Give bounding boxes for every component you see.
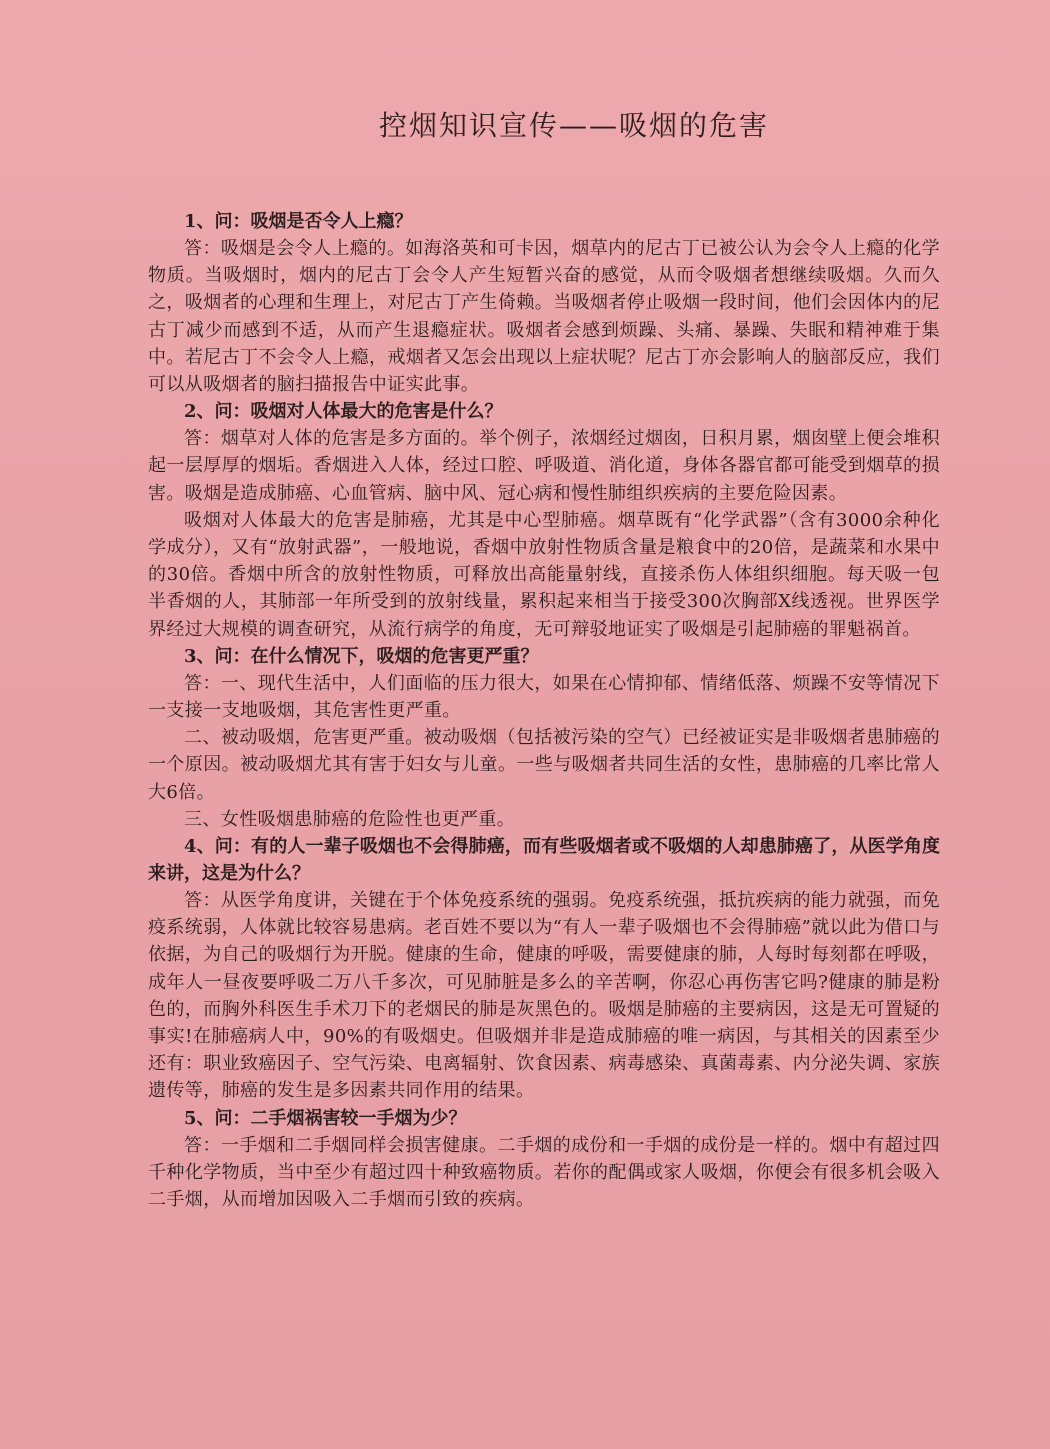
answer-2-paragraph-2: 吸烟对人体最大的危害是肺癌，尤其是中心型肺癌。烟草既有“化学武器”（含有3000余种化学成分），又有“放射武器”，一般地说，香烟中放射性物质含量是粮食中的20倍，是蔬菜和水果中的30倍。香烟中所含的放射性物质，可释放出高能量射线，直接杀伤人体组织细胞。每天吸一包半香烟的人，其肺部一年所受到的放射线量，累积起来相当于接受300次胸部X线透视。世界医学界经过大规模的调查研究，从流行病学的角度，无可辩驳地证实了吸烟是引起肺癌的罪魁祸首。 <box>148 509 940 640</box>
answer-3-paragraph-3: 三、女性吸烟患肺癌的危险性也更严重。 <box>184 808 516 830</box>
section-1 <box>148 208 940 398</box>
question-5: 5、问：二手烟祸害较一手烟为少？ <box>184 1107 467 1129</box>
section-3 <box>148 643 940 833</box>
answer-3-paragraph-1: 答：一、现代生活中，人们面临的压力很大，如果在心情抑郁、情绪低落、烦躁不安等情况下一支接一支地吸烟，其危害性更严重。 <box>148 672 940 722</box>
answer-2-paragraph-1: 答：烟草对人体的危害是多方面的。举个例子，浓烟经过烟囱，日积月累，烟囱壁上便会堆积起一层厚厚的烟垢。香烟进入人体，经过口腔、呼吸道、消化道，身体各器官都可能受到烟草的损害。吸烟是造成肺癌、心血管病、脑中风、冠心病和慢性肺组织疾病的主要危险因素。 <box>148 428 940 504</box>
question-2: 2、问：吸烟对人体最大的危害是什么？ <box>184 401 503 423</box>
question-1: 1、问：吸烟是否令人上瘾？ <box>184 211 413 232</box>
question-4: 4、问：有的人一辈子吸烟也不会得肺癌，而有些吸烟者或不吸烟的人却患肺癌了，从医学角度来讲，这是为什么？ <box>148 836 940 885</box>
document-title: 控烟知识宣传——吸烟的危害 <box>378 109 769 142</box>
question-3: 3、问：在什么情况下，吸烟的危害更严重？ <box>184 645 539 667</box>
answer-1-paragraph-1: 答：吸烟是会令人上瘾的。如海洛英和可卡因，烟草内的尼古丁已被公认为会令人上瘾的化学物质。当吸烟时，烟内的尼古丁会令人产生短暂兴奋的感觉，从而令吸烟者想继续吸烟。久而久之，吸烟者的心理和生理上，对尼古丁产生倚赖。当吸烟者停止吸烟一段时间，他们会因体内的尼古丁减少而感到不适，从而产生退瘾症状。吸烟者会感到烦躁、头痛、暴躁、失眠和精神难于集中。若尼古丁不会令人上瘾，戒烟者又怎会出现以上症状呢？尼古丁亦会影响人的脑部反应，我们可以从吸烟者的脑扫描报告中证实此事。 <box>148 238 940 396</box>
section-2 <box>148 398 940 643</box>
answer-3-paragraph-2: 二、被动吸烟，危害更严重。被动吸烟（包括被污染的空气）已经被证实是非吸烟者患肺癌的一个原因。被动吸烟尤其有害于妇女与儿童。一些与吸烟者共同生活的女性，患肺癌的几率比常人大6倍。 <box>148 727 940 803</box>
document-body <box>148 104 940 1213</box>
answer-4-paragraph-1: 答：从医学角度讲，关键在于个体免疫系统的强弱。免疫系统强，抵抗疾病的能力就强，而免疫系统弱，人体就比较容易患病。老百姓不要以为“有人一辈子吸烟也不会得肺癌”就以此为借口与依据，为自己的吸烟行为开脱。健康的生命，健康的呼吸，需要健康的肺，人每时每刻都在呼吸，成年人一昼夜要呼吸二万八千多次，可见肺脏是多么的辛苦啊，你忍心再伤害它吗?健康的肺是粉色的，而胸外科医生手术刀下的老烟民的肺是灰黑色的。吸烟是肺癌的主要病因，这是无可置疑的事实!在肺癌病人中，90%的有吸烟史。但吸烟并非是造成肺癌的唯一病因，与其相关的因素至少还有：职业致癌因子、空气污染、电离辐射、饮食因素、病毒感染、真菌毒素、内分泌失调、家族遗传等，肺癌的发生是多因素共同作用的结果。 <box>148 890 940 1102</box>
section-4 <box>148 833 940 1105</box>
answer-5-paragraph-1: 答：一手烟和二手烟同样会损害健康。二手烟的成份和一手烟的成份是一样的。烟中有超过四千种化学物质，当中至少有超过四十种致癌物质。若你的配偶或家人吸烟，你便会有很多机会吸入二手烟，从而增加因吸入二手烟而引致的疾病。 <box>148 1134 940 1211</box>
section-5 <box>148 1105 940 1214</box>
